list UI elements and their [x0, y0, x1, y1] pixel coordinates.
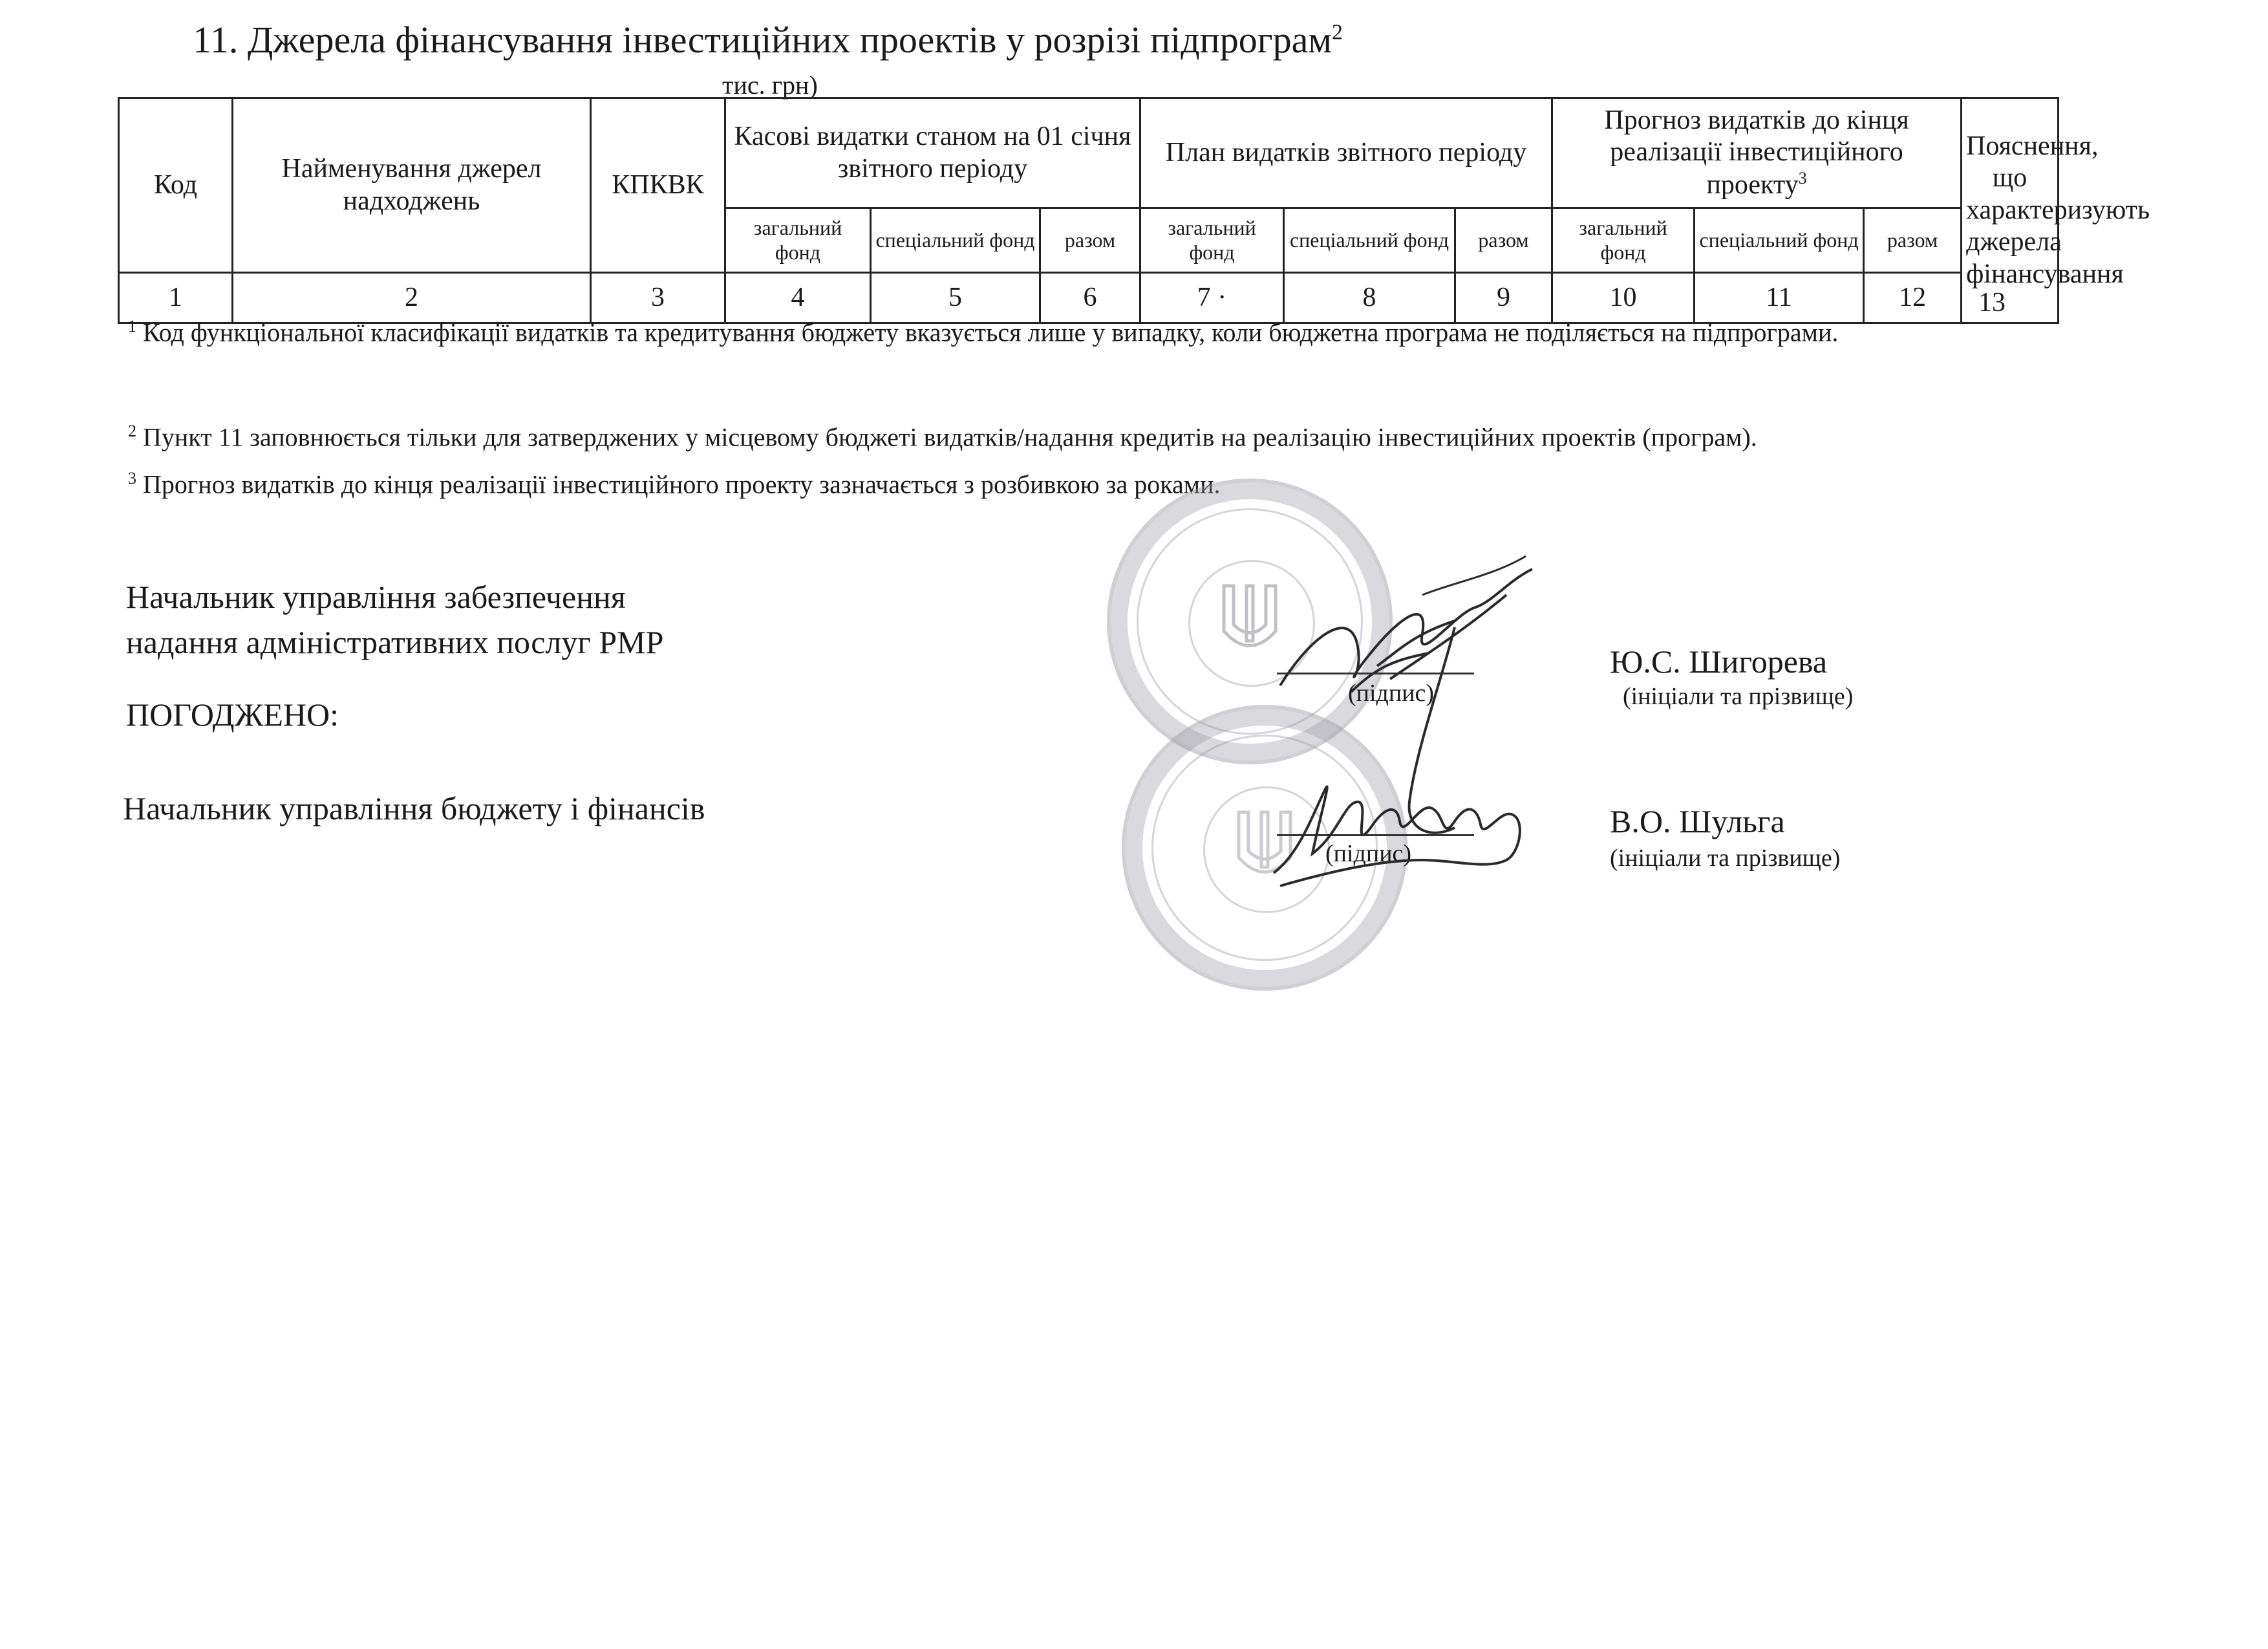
section-title: 11. Джерела фінансування інвестиційних проектів у розрізі підпрограм$^2$ — [193, 19, 1343, 61]
signature-label: (підпис) — [1348, 680, 1435, 707]
header-kod: Код — [119, 98, 233, 273]
head2-name: В.О. Шульга — [1610, 803, 1785, 839]
name-label: (ініціали та прізвище) — [1610, 845, 1841, 872]
column-number: 6 — [1040, 273, 1140, 323]
head1-position: Начальник управління забезпечення надання адміністративних послуг РМР — [126, 579, 664, 660]
column-number: 4 — [725, 273, 871, 323]
header-cash-expenditures: Касові видатки станом на 01 січня звітного періоду — [725, 98, 1140, 208]
footnote-3: $^3$ Прогноз видатків до кінця реалізації інвестиційного проекту зазначається з розбивкою за роками. — [128, 469, 1221, 499]
subheader-special-fund: спеціальний фонд — [1284, 208, 1455, 273]
handwritten-signature-icon — [1261, 763, 1558, 892]
forecast-footnote-mark: 3 — [1798, 168, 1807, 188]
header-planned-expenditures: План видатків звітного періоду — [1140, 98, 1552, 208]
column-number: 10 — [1552, 273, 1695, 323]
column-number: 8 — [1284, 273, 1455, 323]
subheader-general-fund: загальний фонд — [1140, 208, 1284, 273]
column-number: 5 — [871, 273, 1040, 323]
subheader-total: разом — [1864, 208, 1962, 273]
title-footnote-mark: 2 — [1332, 20, 1343, 45]
agreed-label: ПОГОДЖЕНО: — [126, 696, 339, 733]
column-number: 2 — [233, 273, 591, 323]
header-explanation: Пояснення, що характеризують джерела фінансування — [1962, 98, 2059, 323]
subheader-total: разом — [1040, 208, 1140, 273]
header-source-name: Найменування джерел надходжень — [233, 98, 591, 273]
column-number: 11 — [1695, 273, 1864, 323]
column-number: 12 — [1864, 273, 1962, 323]
subheader-general-fund: загальний фонд — [1552, 208, 1695, 273]
subheader-general-fund: загальний фонд — [725, 208, 871, 273]
footnote-2: $^2$ Пункт 11 заповнюється тільки для затверджених у місцевому бюджеті видатків/надання кредитів на реалізацію інвестиційних проектів (програм). — [128, 422, 1757, 452]
subheader-total: разом — [1455, 208, 1552, 273]
footnote-1: $^1$ Код функціональної класифікації видатків та кредитування бюджету вказується лише у випадку, коли бюджетна програма не поділяється на підпрограми. — [128, 317, 1839, 347]
name-label: (ініціали та прізвище) — [1623, 683, 1854, 710]
subheader-special-fund: спеціальний фонд — [871, 208, 1040, 273]
signature-label: (підпис) — [1325, 840, 1412, 867]
column-number: 13 — [1978, 288, 2006, 318]
head2-position: Начальник управління бюджету і фінансів — [123, 790, 705, 826]
column-number: 9 — [1455, 273, 1552, 323]
column-number: 7 · — [1140, 273, 1284, 323]
head1-name: Ю.С. Шигорева — [1610, 643, 1828, 680]
header-forecast-expenditures: Прогноз видатків до кінця реалізації інвестиційного проекту$^3$ — [1552, 98, 1962, 208]
header-kpkvk: КПКВК — [591, 98, 725, 273]
subheader-special-fund: спеціальний фонд — [1695, 208, 1864, 273]
units-label: тис. грн) — [722, 70, 818, 100]
column-number: 3 — [591, 273, 725, 323]
financing-sources-table — [118, 97, 2150, 324]
column-number: 1 — [119, 273, 233, 323]
